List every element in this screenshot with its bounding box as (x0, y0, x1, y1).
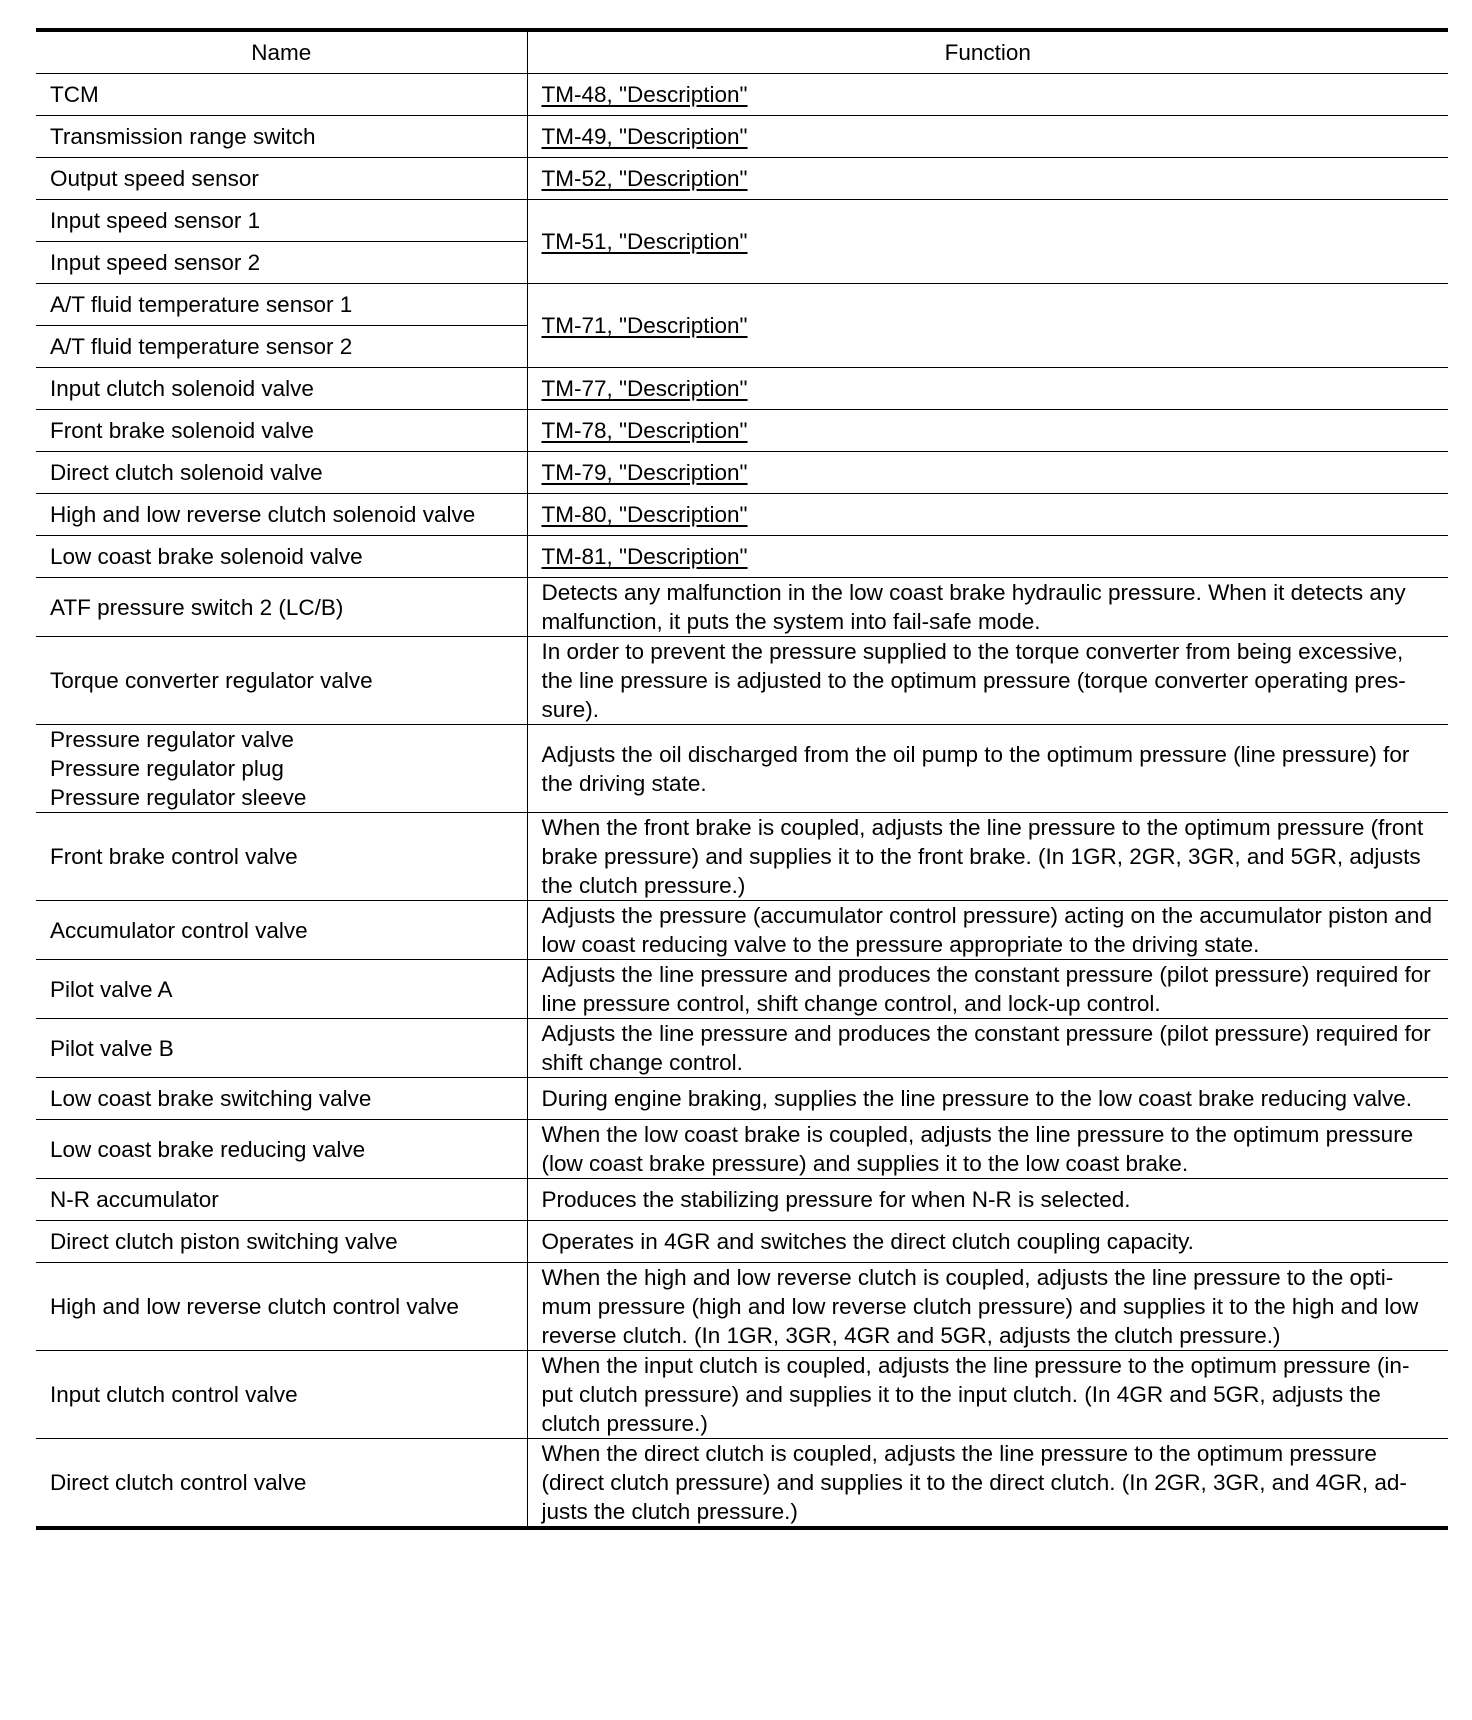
table-row (36, 536, 1448, 578)
component-function: When the front brake is coupled, adjusts the line pressure to the optimum pressure (front brake pressure) and supplies it to the front brake. (In 1GR, 2GR, 3GR, and 5GR, adjusts the clutch pressure.) (527, 813, 1448, 901)
component-name: High and low reverse clutch control valve (36, 1263, 527, 1351)
component-name: A/T fluid temperature sensor 1 (36, 284, 527, 326)
table-row (36, 637, 1448, 725)
component-name: Accumulator control valve (36, 901, 527, 960)
component-name: Low coast brake solenoid valve (36, 536, 527, 578)
table-row (36, 1263, 1448, 1351)
table-row (36, 1179, 1448, 1221)
component-name: Direct clutch solenoid valve (36, 452, 527, 494)
component-function: Detects any malfunction in the low coast brake hydraulic pressure. When it detects any malfunction, it puts the system into fail-safe mode. (527, 578, 1448, 637)
component-name-group (36, 725, 527, 813)
component-name: Direct clutch control valve (36, 1439, 527, 1529)
component-function: When the high and low reverse clutch is coupled, adjusts the line pressure to the opti-mum pressure (high and low reverse clutch pressure) and supplies it to the high and low reverse clutch. (In 1GR, 3GR, 4GR and 5GR, adjusts the clutch pressure.) (527, 1263, 1448, 1351)
description-link[interactable]: TM-52, "Description" (541, 166, 748, 191)
component-name: ATF pressure switch 2 (LC/B) (36, 578, 527, 637)
description-link[interactable]: TM-71, "Description" (541, 313, 748, 338)
table-row (36, 494, 1448, 536)
table-row (36, 901, 1448, 960)
component-function: Produces the stabilizing pressure for when N-R is selected. (527, 1179, 1448, 1221)
table-row (36, 1120, 1448, 1179)
component-name: Input speed sensor 2 (36, 242, 527, 284)
component-name: Transmission range switch (36, 116, 527, 158)
component-name: Pilot valve B (36, 1019, 527, 1078)
table-row (36, 725, 1448, 813)
table-row (36, 813, 1448, 901)
description-link[interactable]: TM-78, "Description" (541, 418, 748, 443)
table-row (36, 368, 1448, 410)
component-function-table (36, 28, 1448, 1530)
component-name: Input clutch solenoid valve (36, 368, 527, 410)
component-name: Front brake solenoid valve (36, 410, 527, 452)
component-function: When the direct clutch is coupled, adjusts the line pressure to the optimum pressure (direct clutch pressure) and supplies it to the direct clutch. (In 2GR, 3GR, and 4GR, ad-justs the clutch pressure.) (527, 1439, 1448, 1529)
component-function: In order to prevent the pressure supplied to the torque converter from being excessive, the line pressure is adjusted to the optimum pressure (torque converter operating pres-sure). (527, 637, 1448, 725)
component-name: Pilot valve A (36, 960, 527, 1019)
table-row (36, 158, 1448, 200)
component-function: Adjusts the pressure (accumulator control pressure) acting on the accumulator piston and low coast reducing valve to the pressure appropriate to the driving state. (527, 901, 1448, 960)
component-name: Front brake control valve (36, 813, 527, 901)
table-row (36, 410, 1448, 452)
component-name: Input clutch control valve (36, 1351, 527, 1439)
description-link[interactable]: TM-49, "Description" (541, 124, 748, 149)
component-function: Adjusts the oil discharged from the oil pump to the optimum pressure (line pressure) for the driving state. (527, 725, 1448, 813)
table-row (36, 578, 1448, 637)
table-row (36, 284, 1448, 326)
description-link[interactable]: TM-77, "Description" (541, 376, 748, 401)
description-link[interactable]: TM-81, "Description" (541, 544, 748, 569)
table-row (36, 1351, 1448, 1439)
component-name: N-R accumulator (36, 1179, 527, 1221)
component-name: Output speed sensor (36, 158, 527, 200)
component-name: Pressure regulator plug (50, 756, 284, 781)
table-row (36, 1078, 1448, 1120)
table-row (36, 200, 1448, 242)
description-link[interactable]: TM-79, "Description" (541, 460, 748, 485)
component-function: When the low coast brake is coupled, adjusts the line pressure to the optimum pressure (low coast brake pressure) and supplies it to the low coast brake. (527, 1120, 1448, 1179)
component-name: TCM (36, 74, 527, 116)
component-name: Pressure regulator valve (50, 727, 294, 752)
name-column-header: Name (36, 30, 527, 74)
table-row (36, 116, 1448, 158)
component-name: Torque converter regulator valve (36, 637, 527, 725)
component-name: Pressure regulator sleeve (50, 785, 307, 810)
component-name: Input speed sensor 1 (36, 200, 527, 242)
component-function: Adjusts the line pressure and produces the constant pressure (pilot pressure) required for line pressure control, shift change control, and lock-up control. (527, 960, 1448, 1019)
component-name: Low coast brake switching valve (36, 1078, 527, 1120)
table-row (36, 452, 1448, 494)
component-name: High and low reverse clutch solenoid valve (36, 494, 527, 536)
description-link[interactable]: TM-80, "Description" (541, 502, 748, 527)
component-name: Direct clutch piston switching valve (36, 1221, 527, 1263)
table-row (36, 1221, 1448, 1263)
description-link[interactable]: TM-48, "Description" (541, 82, 748, 107)
component-name: A/T fluid temperature sensor 2 (36, 326, 527, 368)
header-row (36, 30, 1448, 74)
table-row (36, 960, 1448, 1019)
component-function: When the input clutch is coupled, adjusts the line pressure to the optimum pressure (in-put clutch pressure) and supplies it to the input clutch. (In 4GR and 5GR, adjusts the clutch pressure.) (527, 1351, 1448, 1439)
component-function: Operates in 4GR and switches the direct clutch coupling capacity. (527, 1221, 1448, 1263)
component-function: During engine braking, supplies the line pressure to the low coast brake reducing valve. (527, 1078, 1448, 1120)
component-function: Adjusts the line pressure and produces the constant pressure (pilot pressure) required for shift change control. (527, 1019, 1448, 1078)
table-row (36, 1439, 1448, 1529)
function-column-header: Function (527, 30, 1448, 74)
component-name: Low coast brake reducing valve (36, 1120, 527, 1179)
description-link[interactable]: TM-51, "Description" (541, 229, 748, 254)
table-row (36, 74, 1448, 116)
table-row (36, 1019, 1448, 1078)
